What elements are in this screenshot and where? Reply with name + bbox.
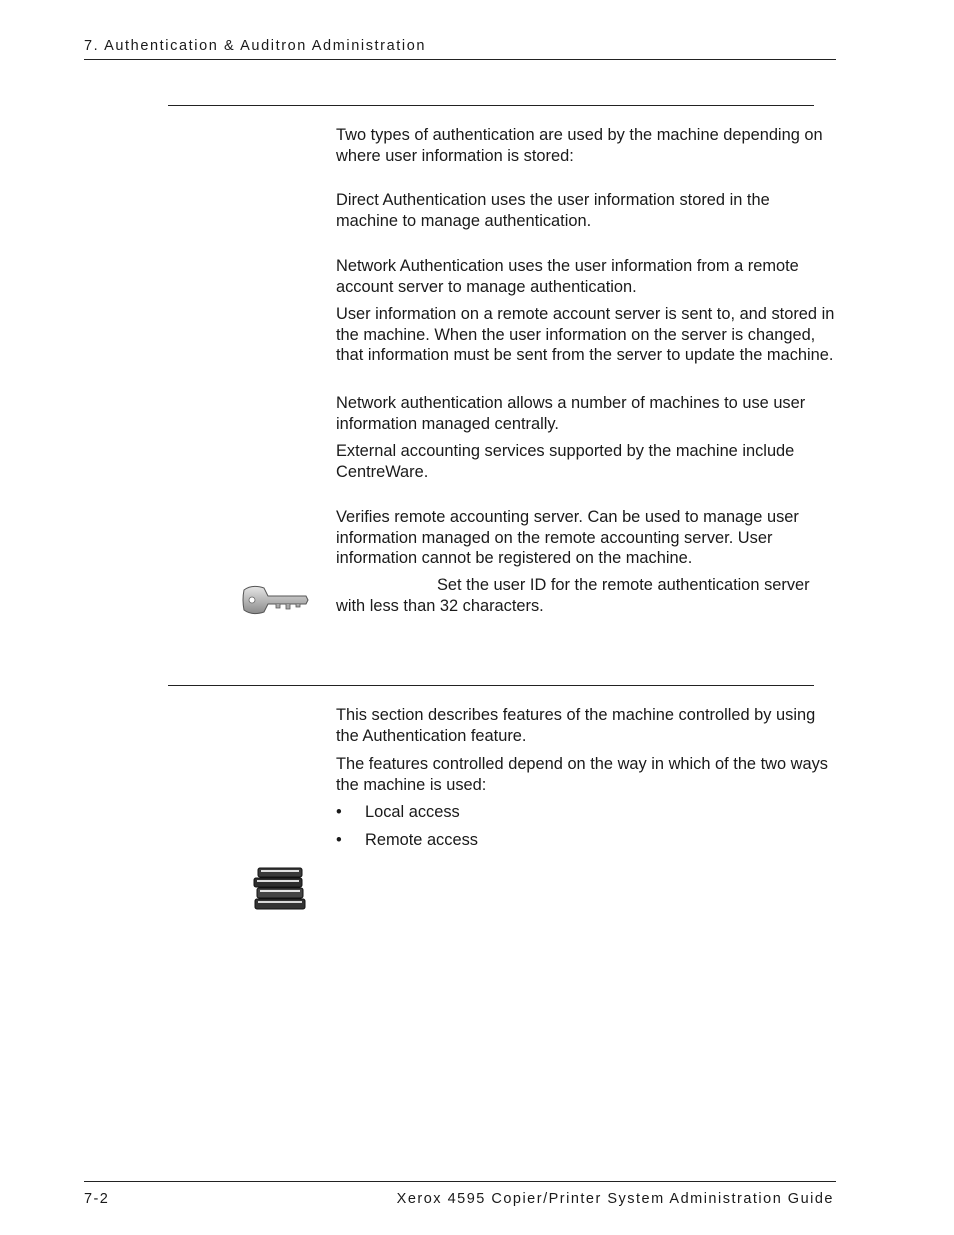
- paragraph: Network authentication allows a number of machines to use user information managed centrally.: [336, 394, 806, 433]
- key-note-text: [336, 575, 836, 616]
- books-icon: [252, 866, 308, 912]
- section-rule-2: [168, 685, 814, 686]
- paragraph: Two types of authentication are used by the machine depending on where user information is stored:: [336, 126, 823, 165]
- paragraph: This section describes features of the machine controlled by using the Authentication feature.: [336, 706, 816, 745]
- bullet-icon: •: [336, 831, 342, 849]
- paragraph: User information on a remote account server is sent to, and stored in the machine. When the user information on the server is changed, that information must be sent from the server to update the machine.: [336, 305, 835, 364]
- footer-rule: [84, 1181, 836, 1182]
- list-item-label: Remote access: [365, 831, 478, 849]
- page-number: 7-2: [84, 1191, 110, 1207]
- paragraph: Verifies remote accounting server. Can be used to manage user information managed on the remote accounting server. User information cannot be registered on the machine.: [336, 508, 799, 567]
- guide-title: Xerox 4595 Copier/Printer System Administration Guide: [396, 1191, 834, 1207]
- list-item: [336, 802, 460, 823]
- paragraph: Network Authentication uses the user information from a remote account server to manage authentication.: [336, 257, 799, 296]
- paragraph: External accounting services supported by the machine include CentreWare.: [336, 442, 795, 481]
- key-note-line2: with less than 32 characters.: [336, 596, 544, 615]
- list-item: [336, 830, 478, 851]
- bullet-icon: •: [336, 803, 342, 821]
- paragraph: The features controlled depend on the way in which of the two ways the machine is used:: [336, 755, 829, 794]
- key-note-line1: Set the user ID for the remote authentication server: [437, 576, 810, 594]
- section-rule-1: [168, 105, 814, 106]
- paragraph: Direct Authentication uses the user information stored in the machine to manage authentication.: [336, 191, 770, 230]
- list-item-label: Local access: [365, 803, 460, 821]
- header-rule: [84, 59, 836, 60]
- running-header: 7. Authentication & Auditron Administration: [84, 38, 427, 54]
- key-icon: [240, 582, 310, 618]
